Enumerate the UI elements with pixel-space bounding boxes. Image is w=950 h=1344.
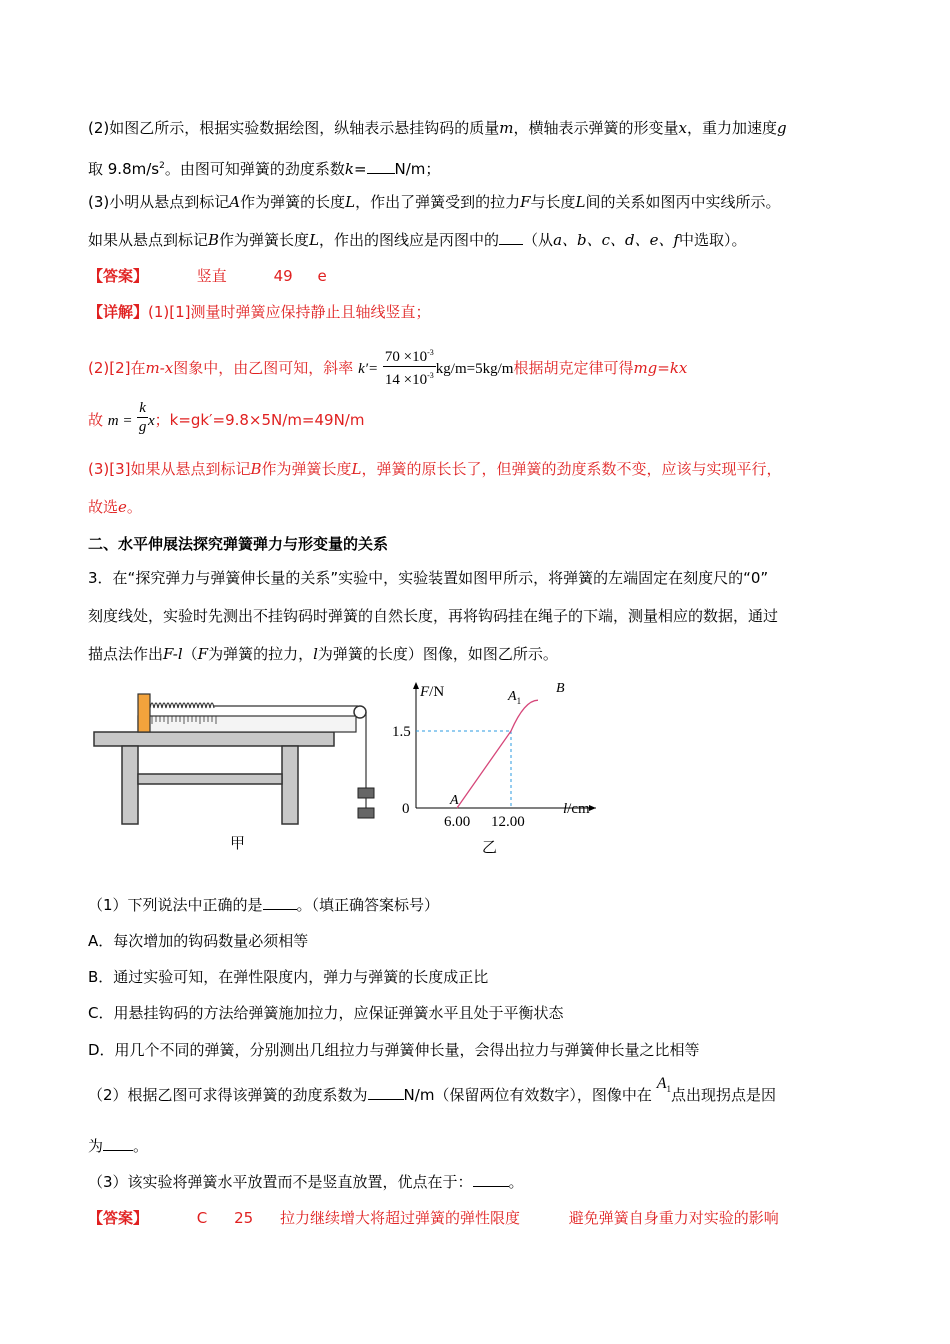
figure-caption-yi: 乙 xyxy=(482,840,498,856)
table-top xyxy=(94,732,334,746)
table-crossbar xyxy=(138,774,282,784)
detail-line5: 故选e。 xyxy=(88,498,142,516)
x-tick-label-12: 12.00 xyxy=(491,814,525,830)
fixed-end-block xyxy=(138,694,150,732)
q2-line1: (2)如图乙所示，根据实验数据绘图，纵轴表示悬挂钩码的质量m，横轴表示弹簧的形变量x，重力加速度g xyxy=(88,119,787,137)
point-A-label: A xyxy=(450,793,459,808)
answer-blank xyxy=(367,159,395,174)
section-heading: 二、水平伸展法探究弹簧弹力与形变量的关系 xyxy=(88,535,389,553)
A1-symbol: $A_1$ xyxy=(656,1075,671,1095)
point-A1-label: $A_1$ xyxy=(508,689,522,706)
origin-label: 0 xyxy=(402,801,410,817)
pulley xyxy=(354,706,366,718)
x-axis-arrow xyxy=(589,805,596,811)
q3-line1: (3)小明从悬点到标记A作为弹簧的长度L，作出了弹簧受到的拉力F与长度L间的关系如图丙中实线所示。 xyxy=(88,193,781,211)
ruler xyxy=(138,716,356,732)
answer-blank xyxy=(368,1085,404,1100)
point-B-label: B xyxy=(556,681,565,696)
detail-line1: 【详解】(1)[1]测量时弹簧应保持静止且轴线竖直； xyxy=(88,303,431,321)
answer-blank xyxy=(103,1136,133,1151)
q2-line2: 取 $9.8m/s^2$。由图可知弹簧的劲度系数k= N/m； xyxy=(88,160,441,178)
slope-formula: k′= $\frac{70 \times 10^{-3}}{14 \times 10^{-3}}$ kg/m=5kg/m xyxy=(358,359,513,377)
weight-1 xyxy=(358,788,374,798)
answer-blank xyxy=(499,230,523,245)
table-leg-left xyxy=(122,746,138,824)
detail-line2: (2)[2]在m-x图象中，由乙图可知，斜率 k′= $\frac{70 \times 10^{-3}}{14 \times 10^{-3}}$ kg/m=5kg/m根据胡克定律可得mg=kx xyxy=(88,346,687,391)
y-axis-label: F/N xyxy=(420,684,445,700)
slope-fraction: $\frac{70 \times 10^{-3}}{14 \times 10^{-3}}$ xyxy=(383,344,436,389)
apparatus-figure xyxy=(88,680,398,860)
answer-blank xyxy=(263,895,297,910)
figure-caption-jia: 甲 xyxy=(230,836,246,852)
problem3-line1: 3．在“探究弹力与弹簧伸长量的关系”实验中，实验装置如图甲所示，将弹簧的左端固定在刻度尺的“0” xyxy=(88,569,769,587)
answer-row-1: 【答案】 竖直 49 e xyxy=(88,267,327,285)
table-leg-right xyxy=(282,746,298,824)
option-A: A．每次增加的钩码数量必须相等 xyxy=(88,932,309,950)
answer-blank xyxy=(473,1172,509,1187)
problem3-line3: 描点法作出F-l（F为弹簧的拉力，l为弹簧的长度）图像，如图乙所示。 xyxy=(88,645,558,663)
sub2-line1: （2）根据乙图可求得该弹簧的劲度系数为 N/m（保留两位有效数字），图像中在 $A_1$点出现拐点是因 xyxy=(88,1075,777,1104)
force-curve-series xyxy=(457,700,538,808)
y-tick-label: 1.5 xyxy=(392,724,411,740)
spring xyxy=(150,703,214,708)
answer-row-2: 【答案】 C 25 拉力继续增大将超过弹簧的弹性限度 避免弹簧自身重力对实验的影响 xyxy=(88,1209,779,1227)
weight-2 xyxy=(358,808,374,818)
option-C: C．用悬挂钩码的方法给弹簧施加拉力，应保证弹簧水平且处于平衡状态 xyxy=(88,1004,564,1022)
x-axis-label: l/cm xyxy=(563,801,590,817)
detail-line4: (3)[3]如果从悬点到标记B作为弹簧长度L，弹簧的原长长了，但弹簧的劲度系数不变，应该与实现平行， xyxy=(88,460,782,478)
problem3-line2: 刻度线处，实验时先测出不挂钩码时弹簧的自然长度，再将钩码挂在绳子的下端，测量相应的数据，通过 xyxy=(88,607,779,625)
force-length-chart xyxy=(392,676,618,856)
option-D: D．用几个不同的弹簧，分别测出几组拉力与弹簧伸长量，会得出拉力与弹簧伸长量之比相等 xyxy=(88,1041,700,1059)
option-B: B．通过实验可知，在弹性限度内，弹力与弹簧的长度成正比 xyxy=(88,968,489,986)
y-axis-arrow xyxy=(413,682,419,689)
sub2-line2: 为 。 xyxy=(88,1137,149,1155)
detail-line3: 故 m = $\frac{k}{g}$ x；k=gk′=9.8×5N/m=49N/m xyxy=(88,400,365,435)
sub3-line: （3）该实验将弹簧水平放置而不是竖直放置，优点在于： 。 xyxy=(88,1173,524,1191)
q3-line2: 如果从悬点到标记B作为弹簧长度L，作出的图线应是丙图中的 （从a、b、c、d、e、f中选取）。 xyxy=(88,231,747,249)
sub1-question: （1）下列说法中正确的是 。（填正确答案标号） xyxy=(88,896,440,914)
x-tick-label-6: 6.00 xyxy=(444,814,471,830)
k-over-g-fraction: $\frac{k}{g}$ xyxy=(138,400,147,435)
